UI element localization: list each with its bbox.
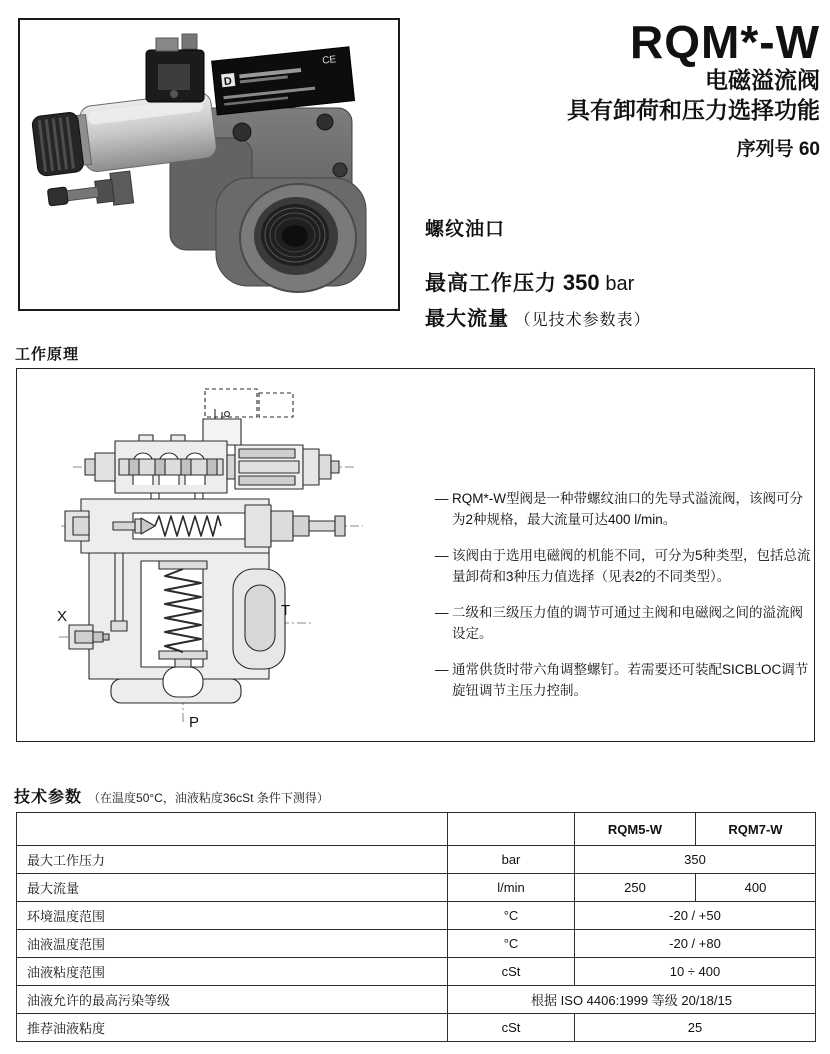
max-pressure-label: 最高工作压力	[425, 272, 557, 295]
spec-row	[17, 874, 816, 902]
bullet-text: 该阀由于选用电磁阀的机能不同，可分为5种类型，包括总流量卸荷和3种压力值选择（见表2的不同类型）。	[452, 548, 811, 584]
bullet-dash: —	[435, 605, 449, 621]
duplomatic-logo: D	[223, 75, 233, 89]
port-label-x: X	[57, 608, 68, 625]
principle-section-title: 工作原理	[15, 346, 80, 363]
header-unit-empty	[448, 813, 575, 846]
spec-cell-val: -20 / +80	[575, 930, 816, 958]
spec-row	[17, 986, 816, 1014]
valve-cross-section-diagram	[45, 385, 385, 730]
spec-cell-unit: l/min	[448, 874, 575, 902]
p-port	[163, 667, 203, 697]
port-label-t: T	[281, 602, 291, 619]
model-name: RQM*-W	[630, 16, 820, 68]
spec-cell-param: 油液粘度范围	[17, 958, 448, 986]
spec-cell-val: 10 ÷ 400	[575, 958, 816, 986]
spec-cell-val: 根据 ISO 4406:1999 等级 20/18/15	[448, 986, 816, 1014]
optional-coil-dashed	[205, 389, 257, 417]
spec-cell-param: 环境温度范围	[17, 902, 448, 930]
spec-cell-unit: °C	[448, 930, 575, 958]
principle-bullet-list	[435, 489, 811, 717]
spec-cell-unit: bar	[448, 846, 575, 874]
specs-table-body	[17, 846, 816, 1042]
spec-cell-param: 最大流量	[17, 874, 448, 902]
series-number: 序列号 60	[736, 139, 820, 161]
title-block	[567, 18, 820, 161]
spec-row	[17, 930, 816, 958]
spec-cell-unit: °C	[448, 902, 575, 930]
max-flow-note: （见技术参数表）	[514, 312, 651, 329]
bullet-text: 二级和三级压力值的调节可通过主阀和电磁阀之间的溢流阀设定。	[452, 605, 803, 641]
threaded-port	[240, 184, 356, 292]
specs-section-head	[14, 784, 329, 807]
bullet-dash: —	[435, 662, 449, 678]
pressure-adjust-screw	[245, 505, 345, 547]
principle-bullet	[435, 546, 811, 587]
spec-row	[17, 846, 816, 874]
valve-photo-illustration	[20, 20, 398, 309]
spec-cell-val: 350	[575, 846, 816, 874]
max-flow-label: 最大流量	[425, 308, 509, 330]
header-col-rqm5: RQM5-W	[575, 813, 696, 846]
principle-bullet	[435, 660, 811, 701]
port-label-p: P	[189, 714, 200, 730]
spec-cell-val: -20 / +50	[575, 902, 816, 930]
spec-cell-param: 油液温度范围	[17, 930, 448, 958]
bullet-text: RQM*-W型阀是一种带螺纹油口的先导式溢流阀，该阀可分为2种规格，最大流量可达400 l/min。	[452, 491, 803, 527]
header-param-empty	[17, 813, 448, 846]
specs-condition-note: （在温度50°C，油液粘度36cSt 条件下测得）	[88, 791, 329, 805]
principle-box	[16, 368, 815, 742]
max-pressure-line	[425, 267, 651, 297]
spec-row	[17, 902, 816, 930]
ce-mark: CE	[321, 54, 337, 67]
bullet-dash: —	[435, 491, 449, 506]
principle-bullet	[435, 603, 811, 644]
spec-cell-val: 250	[575, 874, 696, 902]
max-pressure-value: 350	[562, 270, 600, 295]
spec-row	[17, 958, 816, 986]
summary-block	[425, 214, 651, 331]
spec-cell-param: 油液允许的最高污染等级	[17, 986, 448, 1014]
product-label	[212, 47, 355, 115]
max-flow-line	[425, 302, 651, 331]
bullet-text: 通常供货时带六角调整螺钉。若需要还可装配SICBLOC调节旋钮调节主压力控制。	[452, 662, 809, 698]
spec-cell-param: 推荐油液粘度	[17, 1014, 448, 1042]
specs-section-title: 技术参数	[14, 789, 83, 806]
t-port	[245, 585, 275, 651]
specs-table	[16, 812, 816, 1042]
adjustment-screw	[46, 171, 133, 213]
header-col-rqm7: RQM7-W	[696, 813, 816, 846]
spec-cell-unit: cSt	[448, 1014, 575, 1042]
spec-cell-val: 400	[696, 874, 816, 902]
spec-cell-param: 最大工作压力	[17, 846, 448, 874]
specs-header-row	[17, 813, 816, 846]
spec-row	[17, 1014, 816, 1042]
din-connector	[146, 34, 204, 102]
bullet-dash: —	[435, 548, 449, 564]
subtitle-line2: 具有卸荷和压力选择功能	[567, 96, 820, 123]
max-pressure-unit: bar	[605, 273, 635, 295]
subtitle-line1: 电磁溢流阀	[705, 67, 820, 94]
principle-bullet	[435, 489, 811, 530]
spec-cell-val: 25	[575, 1014, 816, 1042]
spec-cell-unit: cSt	[448, 958, 575, 986]
ports-type: 螺纹油口	[425, 219, 506, 240]
product-photo	[18, 18, 400, 311]
knurled-knob	[31, 112, 84, 177]
